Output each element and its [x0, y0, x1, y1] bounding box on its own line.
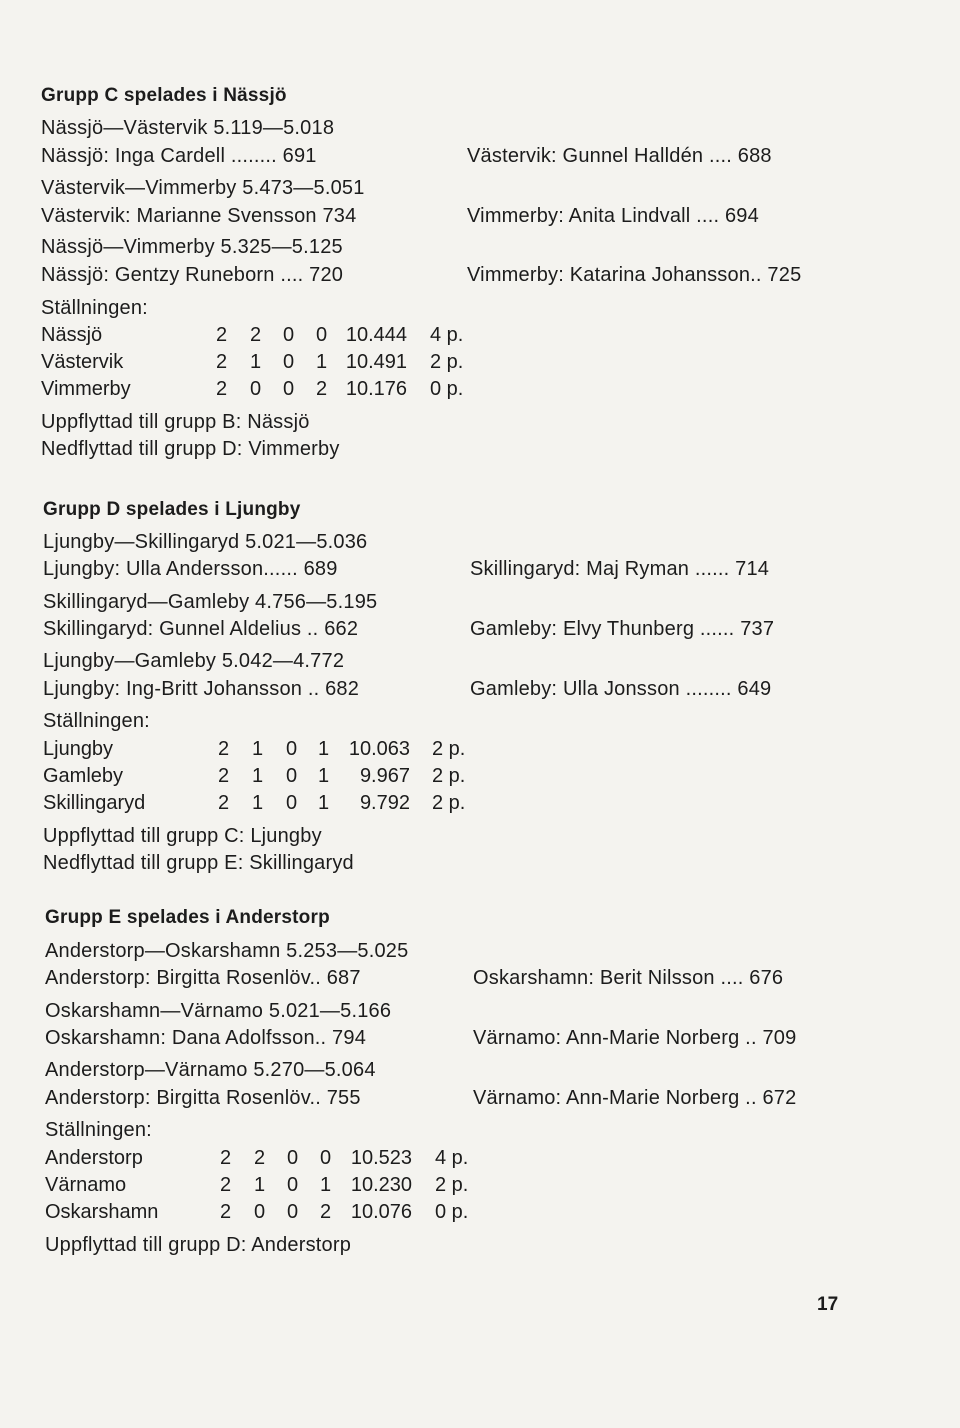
match-result: Västervik—Vimmerby 5.473—5.051 — [41, 177, 365, 199]
losses: 1 — [318, 738, 330, 760]
total-score: 10.176 — [345, 378, 407, 400]
losses: 1 — [318, 765, 330, 787]
draws: 0 — [286, 792, 298, 814]
points: 0 p. — [435, 1201, 469, 1223]
player-score-left: Ljungby: Ulla Andersson...... 689 — [43, 558, 338, 580]
standings-label: Ställningen: — [43, 710, 150, 732]
match-result: Anderstorp—Värnamo 5.270—5.064 — [45, 1059, 376, 1081]
match-result: Anderstorp—Oskarshamn 5.253—5.025 — [45, 940, 409, 962]
losses: 1 — [316, 351, 328, 373]
played: 2 — [220, 1174, 232, 1196]
wins: 1 — [252, 738, 264, 760]
draws: 0 — [283, 351, 295, 373]
losses: 0 — [320, 1147, 332, 1169]
played: 2 — [220, 1147, 232, 1169]
played: 2 — [218, 765, 230, 787]
match-result: Nässjö—Vimmerby 5.325—5.125 — [41, 236, 343, 258]
total-score: 10.063 — [348, 738, 410, 760]
player-score-left: Ljungby: Ing-Britt Johansson .. 682 — [43, 678, 360, 700]
draws: 0 — [283, 324, 295, 346]
played: 2 — [216, 378, 228, 400]
match-result: Ljungby—Skillingaryd 5.021—5.036 — [43, 531, 368, 553]
total-score: 10.230 — [350, 1174, 412, 1196]
match-result: Ljungby—Gamleby 5.042—4.772 — [43, 650, 345, 672]
team-name: Vimmerby — [41, 378, 131, 400]
page-number: 17 — [817, 1294, 839, 1315]
draws: 0 — [286, 765, 298, 787]
player-score-right: Oskarshamn: Berit Nilsson .... 676 — [473, 967, 784, 989]
section-heading: Grupp E spelades i Anderstorp — [45, 907, 330, 928]
player-score-left: Anderstorp: Birgitta Rosenlöv.. 687 — [45, 967, 361, 989]
player-score-right: Vimmerby: Anita Lindvall .... 694 — [467, 205, 759, 227]
promoted-note: Uppflyttad till grupp C: Ljungby — [43, 825, 322, 847]
player-score-right: Värnamo: Ann-Marie Norberg .. 709 — [473, 1027, 797, 1049]
wins: 0 — [250, 378, 262, 400]
team-name: Värnamo — [45, 1174, 127, 1196]
points: 2 p. — [432, 738, 466, 760]
player-score-right: Västervik: Gunnel Halldén .... 688 — [467, 145, 772, 167]
player-score-left: Skillingaryd: Gunnel Aldelius .. 662 — [43, 618, 359, 640]
points: 0 p. — [430, 378, 464, 400]
player-score-left: Oskarshamn: Dana Adolfsson.. 794 — [45, 1027, 367, 1049]
played: 2 — [218, 792, 230, 814]
player-score-right: Skillingaryd: Maj Ryman ...... 714 — [470, 558, 770, 580]
player-score-right: Gamleby: Ulla Jonsson ........ 649 — [470, 678, 772, 700]
losses: 2 — [316, 378, 328, 400]
total-score: 10.076 — [350, 1201, 412, 1223]
losses: 2 — [320, 1201, 332, 1223]
team-name: Oskarshamn — [45, 1201, 159, 1223]
points: 4 p. — [435, 1147, 469, 1169]
losses: 1 — [320, 1174, 332, 1196]
team-name: Anderstorp — [45, 1147, 143, 1169]
total-score: 10.491 — [345, 351, 407, 373]
standings-label: Ställningen: — [41, 297, 148, 319]
wins: 2 — [254, 1147, 266, 1169]
player-score-left: Nässjö: Gentzy Runeborn .... 720 — [41, 264, 344, 286]
losses: 1 — [318, 792, 330, 814]
standings-label: Ställningen: — [45, 1119, 152, 1141]
total-score: 9.967 — [359, 765, 410, 787]
relegated-note: Nedflyttad till grupp D: Vimmerby — [41, 438, 340, 460]
points: 2 p. — [432, 792, 466, 814]
points: 2 p. — [435, 1174, 469, 1196]
losses: 0 — [316, 324, 328, 346]
player-score-left: Västervik: Marianne Svensson 734 — [41, 205, 357, 227]
promoted-note: Uppflyttad till grupp B: Nässjö — [41, 411, 310, 433]
player-score-right: Gamleby: Elvy Thunberg ...... 737 — [470, 618, 775, 640]
promoted-note: Uppflyttad till grupp D: Anderstorp — [45, 1234, 352, 1256]
wins: 1 — [250, 351, 262, 373]
points: 4 p. — [430, 324, 464, 346]
total-score: 10.523 — [350, 1147, 412, 1169]
points: 2 p. — [430, 351, 464, 373]
wins: 1 — [254, 1174, 266, 1196]
wins: 2 — [250, 324, 262, 346]
player-score-left: Nässjö: Inga Cardell ........ 691 — [41, 145, 317, 167]
relegated-note: Nedflyttad till grupp E: Skillingaryd — [43, 852, 354, 874]
section-heading: Grupp D spelades i Ljungby — [43, 499, 301, 520]
draws: 0 — [287, 1147, 299, 1169]
draws: 0 — [287, 1201, 299, 1223]
wins: 1 — [252, 792, 264, 814]
section-heading: Grupp C spelades i Nässjö — [41, 85, 287, 106]
team-name: Västervik — [41, 351, 124, 373]
total-score: 10.444 — [345, 324, 407, 346]
match-result: Skillingaryd—Gamleby 4.756—5.195 — [43, 591, 378, 613]
played: 2 — [220, 1201, 232, 1223]
points: 2 p. — [432, 765, 466, 787]
team-name: Nässjö — [41, 324, 103, 346]
match-result: Oskarshamn—Värnamo 5.021—5.166 — [45, 1000, 392, 1022]
played: 2 — [216, 324, 228, 346]
player-score-left: Anderstorp: Birgitta Rosenlöv.. 755 — [45, 1087, 361, 1109]
wins: 0 — [254, 1201, 266, 1223]
team-name: Ljungby — [43, 738, 114, 760]
played: 2 — [218, 738, 230, 760]
draws: 0 — [287, 1174, 299, 1196]
team-name: Gamleby — [43, 765, 124, 787]
played: 2 — [216, 351, 228, 373]
player-score-right: Vimmerby: Katarina Johansson.. 725 — [467, 264, 802, 286]
match-result: Nässjö—Västervik 5.119—5.018 — [41, 117, 335, 139]
draws: 0 — [286, 738, 298, 760]
team-name: Skillingaryd — [43, 792, 146, 814]
draws: 0 — [283, 378, 295, 400]
total-score: 9.792 — [359, 792, 410, 814]
wins: 1 — [252, 765, 264, 787]
player-score-right: Värnamo: Ann-Marie Norberg .. 672 — [473, 1087, 797, 1109]
